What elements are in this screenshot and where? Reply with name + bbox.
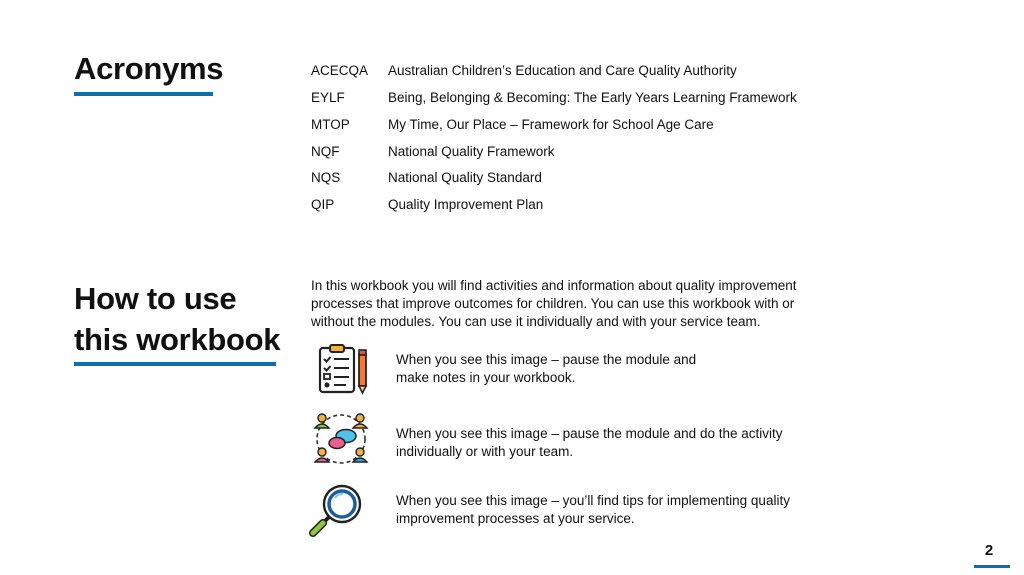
icon-item-description — [396, 351, 826, 387]
acronym-definition: Being, Belonging & Becoming: The Early Years Learning Framework — [388, 90, 797, 105]
icon-item-line: improvement processes at your service. — [396, 511, 635, 526]
page-number-underline — [974, 565, 1010, 568]
icon-item-line: When you see this image – pause the module and do the activity — [396, 426, 783, 441]
magnifying-glass-icon — [306, 482, 372, 542]
team-discussion-icon — [306, 410, 372, 470]
acronym-abbr: EYLF — [311, 90, 345, 105]
workbook-intro-text: In this workbook you will find activities and information about quality improvement processes that improve outcomes for children. You can use this workbook with or without the modules. You can use it individually and with your service team. — [311, 278, 797, 329]
how-to-use-heading-line2: this workbook — [74, 322, 281, 357]
acronym-abbr: QIP — [311, 197, 335, 212]
acronym-definition: National Quality Framework — [388, 144, 555, 159]
icon-item-line: individually or with your team. — [396, 444, 574, 459]
icon-item-description — [396, 425, 826, 461]
acronyms-heading-underline — [74, 92, 213, 96]
acronym-definition: Australian Children’s Education and Care Quality Authority — [388, 63, 737, 78]
icon-item-line: make notes in your workbook. — [396, 370, 576, 385]
acronym-abbr: NQF — [311, 144, 340, 159]
icon-item-line: When you see this image – you’ll find tips for implementing quality — [396, 493, 790, 508]
icon-item-line: When you see this image – pause the module and — [396, 352, 697, 367]
acronym-abbr: ACECQA — [311, 63, 369, 78]
acronyms-heading: Acronyms — [74, 51, 224, 86]
workbook-icon-item — [306, 410, 906, 470]
workbook-icon-item — [306, 344, 906, 404]
page-number: 2 — [984, 542, 994, 559]
workbook-icon-item — [306, 482, 906, 542]
how-to-use-heading-line1: How to use — [74, 281, 237, 316]
acronym-definition: National Quality Standard — [388, 170, 542, 185]
how-to-use-heading-underline — [74, 362, 276, 366]
acronym-abbr: MTOP — [311, 117, 350, 132]
icon-item-description — [396, 492, 826, 528]
acronym-definition: Quality Improvement Plan — [388, 197, 544, 212]
clipboard-pencil-icon — [306, 344, 372, 404]
acronym-definition: My Time, Our Place – Framework for School Age Care — [388, 117, 714, 132]
acronym-abbr: NQS — [311, 170, 341, 185]
